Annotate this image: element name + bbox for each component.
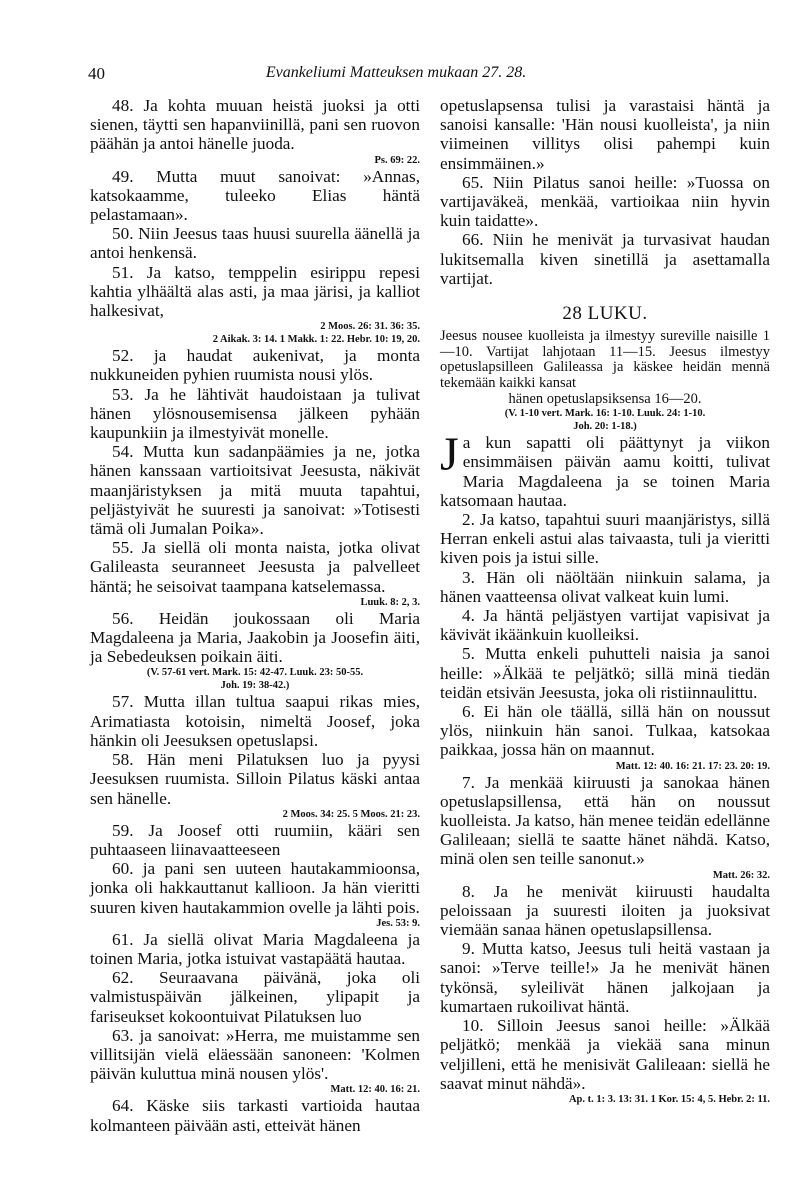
verse-60: 60. ja pani sen uuteen hautakammioonsa, jonka oli hakkauttanut kallioon. Ja hän vieritti suuren kiven hautakammion ovelle ja lähti pois. xyxy=(90,859,420,917)
verse-64-continued: opetuslapsensa tulisi ja varastaisi häntä ja sanoisi kansalle: 'Hän nousi kuolleista', ja niin viimeinen villitys olisi pahempi kuin ensimmäinen.» xyxy=(440,96,770,173)
verse-57: 57. Mutta illan tultua saapui rikas mies, Arimatiasta kotoisin, nimeltä Joosef, joka hänkin oli Jeesuksen opetuslapsi. xyxy=(90,692,420,750)
verse-66: 66. Niin he menivät ja turvasivat haudan lukitsemalla kiven sinetillä ja asettamalla vartijat. xyxy=(440,230,770,288)
cross-reference: 2 Moos. 26: 31. 36: 35. xyxy=(320,321,420,333)
verse-55: 55. Ja siellä oli monta naista, jotka olivat Galileasta seuranneet Jeesusta ja palvelleet häntä; he seisoivat taampana katselemassa. xyxy=(90,538,420,596)
verse-1-text: a kun sapatti oli päättynyt ja viikon ensimmäisen päivän aamu koitti, tulivat Maria Magdaleena ja se toinen Maria katsomaan hautaa. xyxy=(440,433,770,510)
verse-7: 7. Ja menkää kiiruusti ja sanokaa hänen opetuslapsillensa, että hän on noussut kuolleista. Ja katso, hän menee teidän edellänne Galileaan; siellä te saatte hänet nähdä. Katso, minä olen sen teille sanonut.» xyxy=(440,772,770,869)
verse-52: 52. ja haudat aukenivat, ja monta nukkuneiden pyhien ruumista nousi ylös. xyxy=(90,346,420,385)
cross-reference: Luuk. 8: 2, 3. xyxy=(360,596,420,608)
cross-reference: Ap. t. 1: 3. 13: 31. 1 Kor. 15: 4, 5. Hebr. 2: 11. xyxy=(568,1093,770,1105)
cross-reference: Matt. 12: 40. 16: 21. xyxy=(330,1084,420,1096)
verse-58: 58. Hän meni Pilatuksen luo ja pyysi Jeesuksen ruumista. Silloin Pilatus käski antaa sen hänelle. xyxy=(90,750,420,808)
cross-reference: Jes. 53: 9. xyxy=(376,917,420,929)
right-column xyxy=(440,96,770,1106)
chapter-summary-end: hänen opetuslapsiksensa 16—20. xyxy=(508,390,702,407)
page-number: 40 xyxy=(88,64,105,83)
cross-reference: Matt. 12: 40. 16: 21. 17: 23. 20: 19. xyxy=(615,760,770,772)
verse-59: 59. Ja Joosef otti ruumiin, kääri sen puhtaaseen liinavaatteeseen xyxy=(90,820,420,859)
parallel-reference: Joh. 20: 1-18.) xyxy=(573,421,637,433)
verse-1 xyxy=(440,428,770,510)
verse-4: 4. Ja häntä peljästyen vartijat vapisivat ja kävivät ikäänkuin kuolleiksi. xyxy=(440,606,770,645)
chapter-summary: Jeesus nousee kuolleista ja ilmestyy sureville naisille 1—10. Vartijat lahjotaan 11—15. Jeesus ilmestyy opetuslapsilleen Galileassa ja käskee heidän mennä tekemään kaikki kansat xyxy=(440,328,770,392)
cross-reference: Ps. 69: 22. xyxy=(374,154,420,166)
page-header xyxy=(0,64,792,88)
verse-5: 5. Mutta enkeli puhutteli naisia ja sanoi heille: »Älkää te peljätkö; sillä minä tiedän teidän etsivän Jeesusta, joka oli ristiinnaulittu. xyxy=(440,644,770,702)
verse-63: 63. ja sanoivat: »Herra, me muistamme sen villitsijän vielä eläessään sanoneen: 'Kolmen päivän kuluttua minä nousen ylös'. xyxy=(90,1025,420,1084)
verse-8: 8. Ja he menivät kiiruusti haudalta peloissaan ja suuresti iloiten ja juoksivat viemään sanaa hänen opetuslapsillensa. xyxy=(440,881,770,940)
verse-50: 50. Niin Jeesus taas huusi suurella äänellä ja antoi henkensä. xyxy=(90,224,420,263)
verse-53: 53. Ja he lähtivät haudoistaan ja tulivat hänen ylösnousemisensa jälkeen pyhään kaupunkiin ja ilmestyivät monelle. xyxy=(90,384,420,443)
running-title: Evankeliumi Matteuksen mukaan 27. 28. xyxy=(265,64,527,81)
left-column xyxy=(90,96,420,1135)
drop-cap: J xyxy=(440,428,459,482)
verse-51: 51. Ja katso, temppelin esirippu repesi kahtia ylhäältä alas asti, ja maa järisi, ja kalliot halkesivat, xyxy=(90,262,420,321)
verse-56: 56. Heidän joukossaan oli Maria Magdaleena ja Maria, Jaakobin ja Joosefin äiti, ja Sebedeuksen poikain äiti. xyxy=(90,608,420,667)
parallel-reference: Joh. 19: 38-42.) xyxy=(220,680,290,692)
verse-10: 10. Silloin Jeesus sanoi heille: »Älkää peljätkö; menkää ja viekää sana minun veljilleni, että he menisivät Galileaan: siellä he saavat minut nähdä». xyxy=(440,1016,770,1093)
verse-54: 54. Mutta kun sadanpäämies ja ne, jotka hänen kanssaan vartioitsivat Jeesusta, näkivät maanjäristyksen ja mitä muuta tapahtui, peljästyivät he suuresti ja sanoivat: »Totisesti tämä oli Jumalan Poika». xyxy=(90,442,420,539)
cross-reference: 2 Aikak. 3: 14. 1 Makk. 1: 22. Hebr. 10: 19, 20. xyxy=(212,334,420,346)
verse-9: 9. Mutta katso, Jeesus tuli heitä vastaan ja sanoi: »Terve teille!» Ja he menivät hänen tykönsä, syleilivät hänen jalkojaan ja kumartaen rukoilivat häntä. xyxy=(440,939,770,1016)
verse-2: 2. Ja katso, tapahtui suuri maanjäristys, sillä Herran enkeli astui alas taivaasta, tuli ja vieritti kiven pois ja istui sille. xyxy=(440,510,770,568)
cross-reference: 2 Moos. 34: 25. 5 Moos. 21: 23. xyxy=(282,808,420,820)
verse-62: 62. Seuraavana päivänä, joka oli valmistuspäivän jälkeinen, ylipapit ja fariseukset kokoontuivat Pilatuksen luo xyxy=(90,968,420,1026)
verse-49: 49. Mutta muut sanoivat: »Annas, katsokaamme, tuleeko Elias häntä pelastamaan». xyxy=(90,166,420,225)
parallel-reference: (V. 1-10 vert. Mark. 16: 1-10. Luuk. 24: 1-10. xyxy=(504,408,706,420)
verse-48: 48. Ja kohta muuan heistä juoksi ja otti sienen, täytti sen hapanviinillä, pani sen ruovon päähän ja antoi hänelle juoda. xyxy=(90,96,420,154)
verse-65: 65. Niin Pilatus sanoi heille: »Tuossa on vartijaväkeä, menkää, vartioikaa niin hyvin kuin taidatte». xyxy=(440,172,770,231)
parallel-reference: (V. 57-61 vert. Mark. 15: 42-47. Luuk. 23: 50-55. xyxy=(146,667,364,679)
verse-64: 64. Käske siis tarkasti vartioida hautaa kolmanteen päivään asti, etteivät hänen xyxy=(90,1096,420,1135)
verse-3: 3. Hän oli näöltään niinkuin salama, ja hänen vaatteensa olivat valkeat kuin lumi. xyxy=(440,567,770,606)
verse-6: 6. Ei hän ole täällä, sillä hän on noussut ylös, niinkuin hän sanoi. Tulkaa, katsokaa paikkaa, jossa hän on maannut. xyxy=(440,702,770,760)
verse-61: 61. Ja siellä olivat Maria Magdaleena ja toinen Maria, jotka istuivat vastapäätä hautaa. xyxy=(90,929,420,968)
chapter-title: 28 LUKU. xyxy=(562,303,648,325)
cross-reference: Matt. 26: 32. xyxy=(712,869,770,881)
